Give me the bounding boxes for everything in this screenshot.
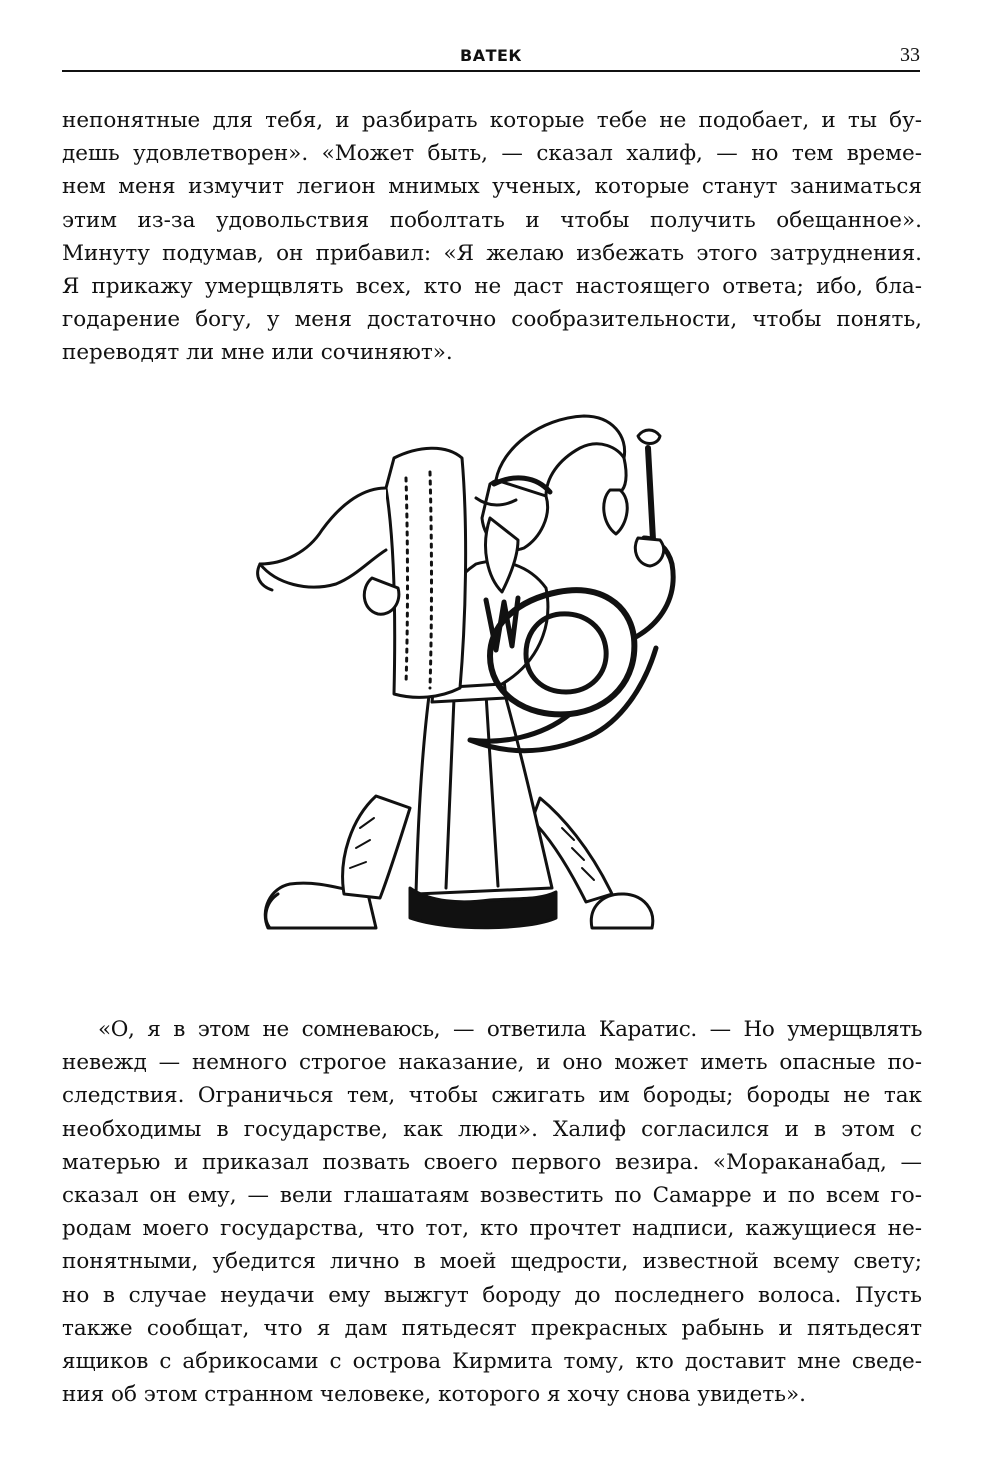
text-line: Я прикажу умерщвлять всех, кто не даст настоящего ответа; ибо, бла- <box>62 274 922 300</box>
text-line: родам моего государства, что тот, кто прочтет надписи, кажущиеся не- <box>62 1216 922 1242</box>
text-line: невежд — немного строгое наказание, и оно может иметь опасные по- <box>62 1050 922 1076</box>
paragraph-bottom <box>62 1013 922 1411</box>
page-header <box>62 44 920 72</box>
text-line: дешь удовлетворен». «Может быть, — сказал халиф, — но тем време- <box>62 141 922 167</box>
text-line: ящиков с абрикосами с острова Кирмита тому, кто доставит мне сведе- <box>62 1349 922 1375</box>
text-line: необходимы в государстве, как люди». Халиф согласился и в этом с <box>62 1116 922 1142</box>
running-title: ВАТЕК <box>460 46 522 65</box>
text-line: матерью и приказал позвать своего первого везира. «Мораканабад, — <box>62 1149 922 1175</box>
page-number: 33 <box>900 44 920 66</box>
text-line: переводят ли мне или сочиняют». <box>62 340 453 366</box>
text-line: понятными, убедится лично в моей щедрости, известной всему свету; <box>62 1249 922 1275</box>
text-line: нем меня измучит легион мнимых ученых, которые станут заниматься <box>62 174 922 200</box>
text-line: «О, я в этом не сомневаюсь, — ответила Каратис. — Но умерщвлять <box>98 1017 922 1042</box>
jester-with-scroll-and-serpent-icon <box>240 388 680 948</box>
text-line: также сообщат, что я дам пятьдесят прекрасных рабынь и пятьдесят <box>62 1315 922 1341</box>
text-line: непонятные для тебя, и разбирать которые тебе не подобает, и ты бу- <box>62 108 922 133</box>
paragraph-top <box>62 104 922 370</box>
text-line: годарение богу, у меня достаточно сообразительности, чтобы понять, <box>62 307 922 333</box>
text-line: но в случае неудачи ему выжгут бороду до последнего волоса. Пусть <box>62 1282 922 1308</box>
text-line: следствия. Ограничься тем, чтобы сжигать им бороды; бороды не так <box>62 1083 922 1109</box>
text-line: Минуту подумав, он прибавил: «Я желаю избежать этого затруднения. <box>62 240 922 266</box>
text-line: сказал он ему, — вели глашатаям возвестить по Самарре и по всем го- <box>62 1183 922 1209</box>
text-line: этим из-за удовольствия поболтать и чтобы получить обещанное». <box>62 207 922 233</box>
text-line: ния об этом странном человеке, которого я хочу снова увидеть». <box>62 1382 806 1408</box>
